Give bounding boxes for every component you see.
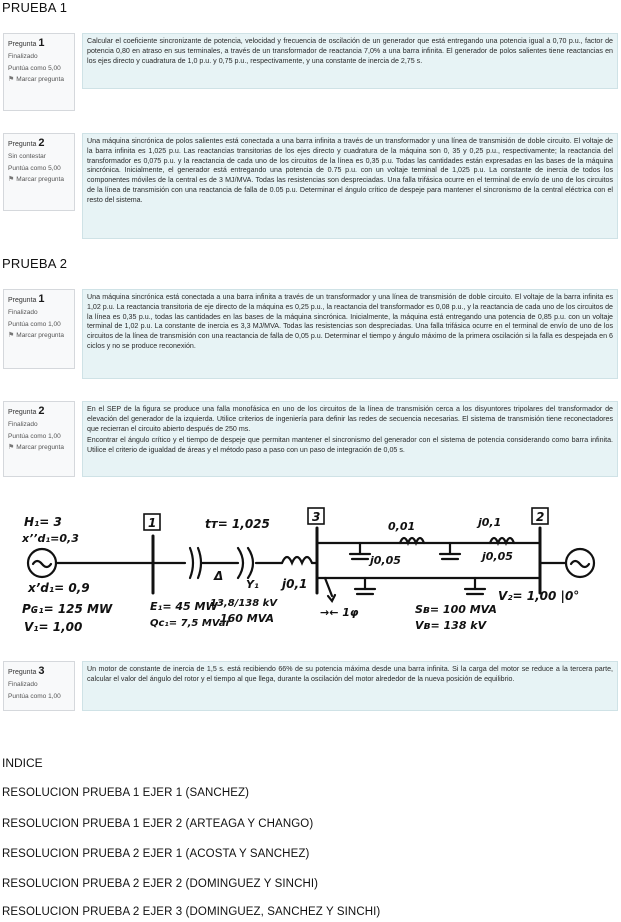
flag-icon: ⚑: [8, 444, 15, 452]
question-text-box: [82, 133, 618, 239]
question-info-card: [3, 401, 75, 477]
pg-label: Pɢ₁= 125 MW: [22, 602, 113, 616]
flag-question-link[interactable]: ⚑ Marcar pregunta: [8, 76, 64, 84]
question-screenshot-p2q3: [0, 658, 621, 714]
q1-label: Qᴄ₁= 7,5 MVar: [150, 618, 231, 629]
vb-label: Vʙ= 138 kV: [415, 619, 487, 632]
ratio-label: 13,8/138 kV: [210, 598, 278, 609]
mva-label: 160 MVA: [220, 612, 275, 625]
xd-label: x’d₁= 0,9: [28, 581, 90, 595]
question-state: Finalizado: [8, 53, 38, 61]
section-title-prueba-1: PRUEBA 1: [2, 0, 68, 15]
question-text: Calcular el coeficiente sincronizante de potencia, velocidad y frecuencia de oscilación de un generador que está entregando una potencia igual a 0,70 p.u., factor de potencia 0,80 en atraso en sus terminales, a través de un transformador de reactancia 7,0% a una barra infinita. El generador de polos salientes tiene reactancias en los ejes directo y cuadratura de 1,0 p.u. y 0,75 p.u., respectivamente, y una constante de inercia de 2,75 s.: [87, 37, 613, 65]
e1-label: E₁= 45 MW: [150, 600, 218, 613]
yt-label: Y₁: [246, 578, 259, 591]
flag-question-link[interactable]: ⚑ Marcar pregunta: [8, 176, 64, 184]
index-item[interactable]: RESOLUCION PRUEBA 1 EJER 2 (ARTEAGA Y CHANGO): [2, 818, 314, 830]
bus-2-label: 2: [536, 510, 545, 524]
question-screenshot-p2q1: [0, 286, 621, 382]
reactance-j005b-label: j0,05: [482, 550, 513, 563]
question-state: Finalizado: [8, 421, 38, 429]
question-text: Una máquina sincrónica de polos salientes está conectada a una barra infinita a través de un transformador y una línea de transmisión de doble circuito. El voltaje de la barra infinita es 1,025 p.u. Las reactancias transitorias de los ejes directo y cuadratura de la máquina son 0, 35 y 0,25 p.u., respectivamente; la reactancia del transformador es 0,075 p.u. y la reactancia de cada uno de los circuitos de la línea es 0,35 p.u. Todas las cantidades están expresadas en las bases de la máquina sincrónica. Inicialmente, el generador está entregando una potencia de 0.75 p.u. con un voltaje terminal de 1,025 p.u. La constante de inercia de todos los componentes móviles de la central es de 3 MJ/MVA. Todas las resistencias son despreciadas. Una falla trifásica ocurre en el terminal de envío de uno de los circuitos de la línea de transmisión con una reactancia de falla de 0.05 p.u. Determinar el ángulo crítico de despeje para mantener el sincronismo de la central eléctrica con el resto del sistema.: [87, 137, 613, 204]
v2-label: V₂= 1,00 |0°: [498, 589, 580, 603]
question-state: Sin contestar: [8, 153, 46, 161]
resistance-001-label: 0,01: [388, 520, 416, 533]
bus-1-label: 1: [148, 516, 157, 530]
question-screenshot-p1q2: [0, 128, 621, 246]
question-text: Un motor de constante de inercia de 1,5 s. está recibiendo 66% de su potencia máxima desde una barra infinita. Si la carga del motor se reduce a la tercera parte, calcular el valor del ángulo del rotor y el tiempo al que llega, durante la oscilación del motor alrededor de la nueva posición de equilibrio.: [87, 665, 613, 683]
delta-label: Δ: [214, 569, 224, 583]
index-item[interactable]: RESOLUCION PRUEBA 1 EJER 1 (SANCHEZ): [2, 787, 250, 799]
index-item[interactable]: RESOLUCION PRUEBA 2 EJER 3 (DOMINGUEZ, SANCHEZ Y SINCHI): [2, 906, 381, 918]
question-screenshot-p1q1: [0, 28, 621, 120]
question-label: Pregunta 2: [8, 405, 45, 417]
question-points: Puntúa como 5,00: [8, 64, 61, 72]
xdpp-label: x’’d₁=0,3: [22, 532, 79, 545]
tap-label: tᴛ= 1,025: [205, 517, 270, 531]
question-label: Pregunta 3: [8, 665, 45, 677]
question-info-card: [3, 133, 75, 211]
question-text-box: [82, 289, 618, 379]
index-title: INDICE: [2, 756, 43, 770]
question-text: En el SEP de la figura se produce una falla monofásica en uno de los circuitos de la línea de transmisión cerca a los disyuntores tripolares del transformador de elevación del generador de la izquierda. Utilice criterios de ingeniería para definir las redes de secuencia necesarias. El sistema de transmisión tiene reconectadores que recierran el circuito abierto después de 250 ms.: [87, 405, 613, 433]
reactance-jo1-label: j0,1: [282, 577, 308, 591]
flag-icon: ⚑: [8, 76, 15, 84]
v1-label: V₁= 1,00: [24, 620, 83, 634]
index-item[interactable]: RESOLUCION PRUEBA 2 EJER 1 (ACOSTA Y SANCHEZ): [2, 848, 310, 860]
flag-question-link[interactable]: ⚑ Marcar pregunta: [8, 332, 64, 340]
question-text-2: Encontrar el ángulo crítico y el tiempo de despeje que permitan mantener el sincronismo del generador con el sistema de potencia considerando como barra infinita. Utilice el criterio de igualdad de áreas y el método paso a paso con un paso de integración de 0,05 s.: [87, 436, 613, 455]
power-system-diagram: [20, 498, 605, 646]
question-points: Puntúa como 1,00: [8, 432, 61, 440]
flag-icon: ⚑: [8, 332, 15, 340]
question-info-card: [3, 33, 75, 111]
question-info-card: [3, 289, 75, 369]
flag-icon: ⚑: [8, 176, 15, 184]
question-label: Pregunta 1: [8, 37, 45, 49]
question-label: Pregunta 1: [8, 293, 45, 305]
question-text-box: [82, 661, 618, 711]
reactance-jo1b-label: j0,1: [478, 516, 502, 529]
index-item[interactable]: RESOLUCION PRUEBA 2 EJER 2 (DOMINGUEZ Y SINCHI): [2, 878, 319, 890]
question-state: Finalizado: [8, 681, 38, 689]
question-points: Puntúa como 5,00: [8, 164, 61, 172]
fault-label: →← 1φ: [320, 606, 359, 619]
question-text-box: [82, 33, 618, 89]
question-points: Puntúa como 1,00: [8, 320, 61, 328]
question-label: Pregunta 2: [8, 137, 45, 149]
reactance-j005-label: j0,05: [370, 554, 401, 567]
flag-question-link[interactable]: ⚑ Marcar pregunta: [8, 444, 64, 452]
question-state: Finalizado: [8, 309, 38, 317]
section-title-prueba-2: PRUEBA 2: [2, 256, 68, 271]
question-text-box: [82, 401, 618, 477]
question-info-card: [3, 661, 75, 711]
question-text: Una máquina sincrónica está conectada a una barra infinita a través de un transformador y una línea de transmisión de doble circuito. El voltaje de la barra infinita es 1,02 p.u. La reactancia transitoria de eje directo de la máquina es 0,25 p.u., la reactancia del transformador es 0,08 p.u., y la reactancia de cada uno de los circuitos de la línea es 0,35 p.u., todas las cantidades en las bases de la máquina sincrónica. Inicialmente, la máquina está entregando una potencia de 0,85 p.u. con un voltaje terminal de 1,02 p.u. La constante de inercia es 3,3 MJ/MVA. Todas las resistencias son despreciadas. Una falla trifásica ocurre en el terminal de envío de uno de los circuitos de la línea de transmisión con una reactancia de falla de 0,05 p.u. Determinar el tiempo y ángulo máximo de la primera oscilación si la falla es despejada en 6 ciclos y no se produce reconexión.: [87, 293, 613, 350]
question-points: Puntúa como 1,00: [8, 692, 61, 700]
bus-3-label: 3: [312, 510, 321, 524]
sb-label: Sʙ= 100 MVA: [415, 603, 497, 616]
inertia-label: H₁= 3: [24, 515, 62, 529]
question-screenshot-p2q2: [0, 398, 621, 480]
